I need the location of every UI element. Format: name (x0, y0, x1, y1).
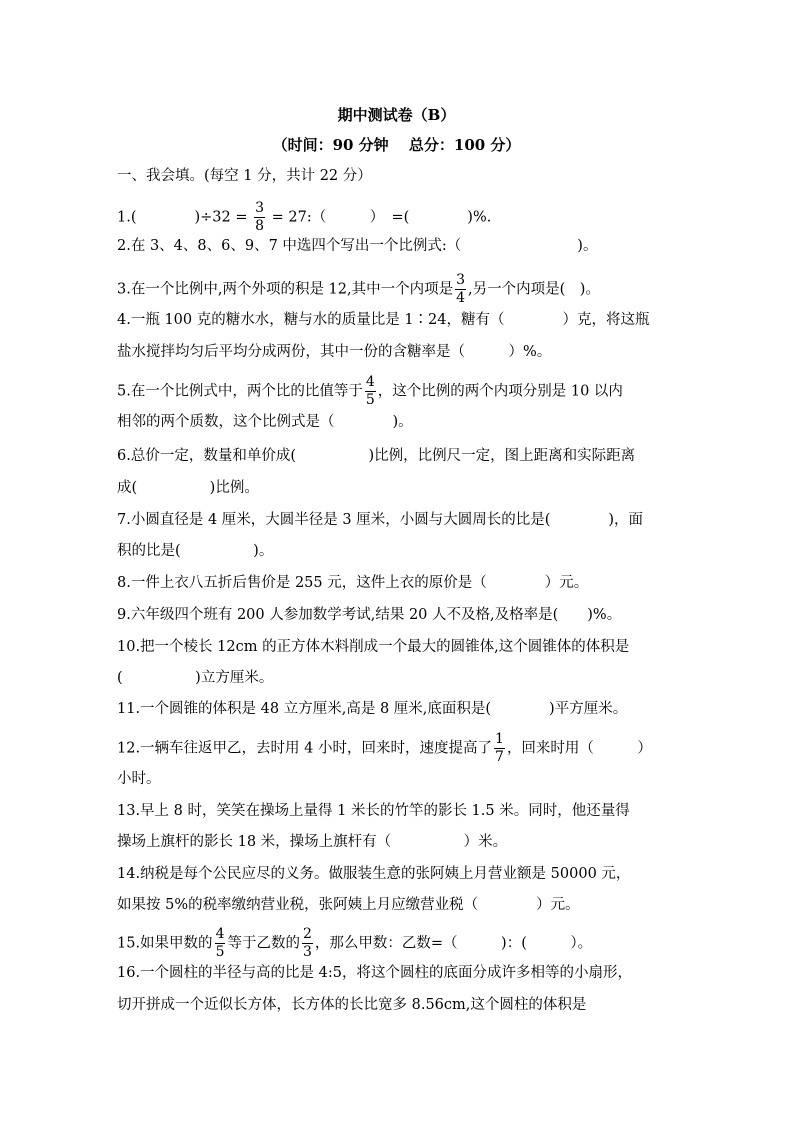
fraction: $\frac{3}{8}$ (255, 200, 265, 234)
question-1: 1.( )÷32 = $\frac{3}{8}$ = 27:（ ） =( )%. (117, 200, 492, 234)
section-heading: 一、我会填。(每空 1 分，共计 22 分） (117, 168, 372, 184)
question-9: 9.六年级四个班有 200 人参加数学考试,结果 20 人不及格,及格率是( )%。 (117, 607, 622, 623)
question-7-line-2: 积的比是( )。 (117, 543, 274, 559)
fraction: $\frac{4}{5}$ (215, 926, 225, 960)
question-12-line-1: 12.一辆车往返甲乙，去时用 4 小时，回来时，速度提高了 $\frac{1}{7}$ ，回来时用（ ） (117, 731, 652, 765)
question-8: 8.一件上衣八五折后售价是 255 元，这件上衣的原价是（ ）元。 (117, 575, 589, 591)
question-10-line-1: 10.把一个棱长 12cm 的正方体木料削成一个最大的圆锥体,这个圆锥体的体积是 (117, 639, 630, 655)
question-14-line-1: 14.纳税是每个公民应尽的义务。做服装生意的张阿姨上月营业额是 50000 元， (117, 866, 631, 882)
question-13-line-1: 13.早上 8 时，笑笑在操场上量得 1 米长的竹竿的影长 1.5 米。同时，他还量得 (117, 803, 630, 819)
fraction: $\frac{3}{4}$ (456, 272, 466, 306)
fraction: $\frac{2}{3}$ (302, 926, 312, 960)
question-10-line-2: ( )立方厘米。 (117, 670, 274, 686)
question-12-line-2: 小时。 (117, 771, 161, 787)
question-4-line-1: 4.一瓶 100 克的糖水水，糖与水的质量比是 1∶24，糖有（ ）克，将这瓶 (117, 312, 650, 328)
question-13-line-2: 操场上旗杆的影长 18 米，操场上旗杆有（ ）米。 (117, 834, 508, 850)
question-15: 15.如果甲数的 $\frac{4}{5}$ 等于乙数的 $\frac{2}{3}$ ，那么甲数：乙数=（ )：( ）。 (117, 926, 593, 960)
question-4-line-2: 盐水搅拌均匀后平均分成两份，其中一份的含糖率是（ ）%。 (117, 344, 552, 360)
question-14-line-2: 如果按 5%的税率缴纳营业税，张阿姨上月应缴营业税（ ）元。 (117, 897, 580, 913)
question-5-line-2: 相邻的两个质数，这个比例式是（ )。 (117, 414, 413, 430)
question-16-line-1: 16.一个圆柱的半径与高的比是 4:5，将这个圆柱的底面分成许多相等的小扇形， (117, 965, 633, 981)
page-title: 期中测试卷（B） (337, 106, 456, 124)
question-11: 11.一个圆锥的体积是 48 立方厘米,高是 8 厘米,底面积是( )平方厘米。 (117, 701, 628, 717)
question-6-line-2: 成( )比例。 (117, 480, 259, 496)
question-3: 3.在一个比例中,两个外项的积是 12,其中一个内项是 $\frac{3}{4}$ ,另一个内项是( )。 (117, 272, 600, 306)
fraction: $\frac{1}{7}$ (495, 731, 504, 765)
page-subtitle: （时间：90 分钟 总分：100 分） (272, 136, 521, 154)
question-16-line-2: 切开拼成一个近似长方体，长方体的长比宽多 8.56cm,这个圆柱的体积是 (117, 997, 587, 1013)
question-2: 2.在 3、4、8、6、9、7 中选四个写出一个比例式:（ )。 (117, 238, 598, 254)
fraction: $\frac{4}{5}$ (365, 374, 375, 408)
question-5-line-1: 5.在一个比例式中，两个比的比值等于 $\frac{4}{5}$ ，这个比例的两个内项分别是 10 以内 (117, 374, 623, 408)
question-7-line-1: 7.小圆直径是 4 厘米，大圆半径是 3 厘米，小圆与大圆周长的比是( )，面 (117, 512, 644, 528)
question-6-line-1: 6.总价一定，数量和单价成( )比例，比例尺一定，图上距离和实际距离 (117, 448, 636, 464)
